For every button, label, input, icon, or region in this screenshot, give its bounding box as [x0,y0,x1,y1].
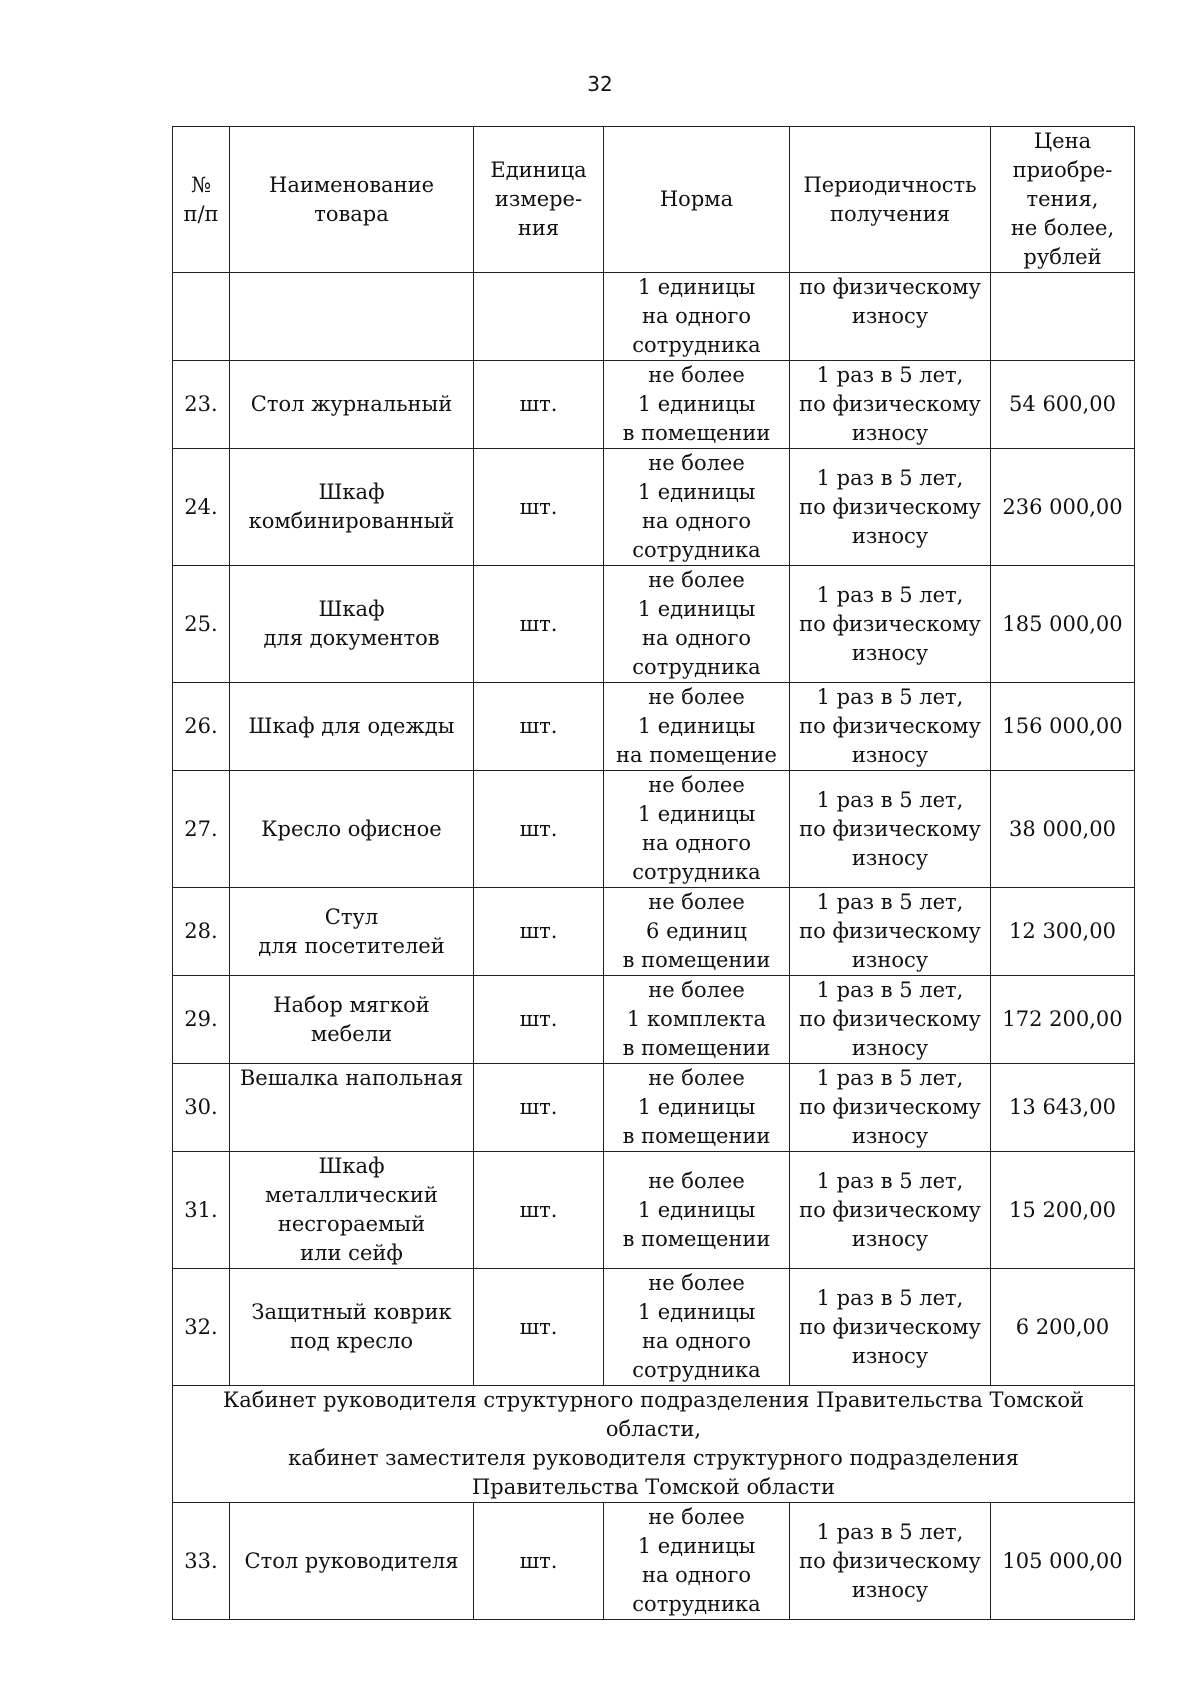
cell-norm: не более 1 единицы на одного сотрудника [604,449,790,566]
cell-name: Защитный коврик под кресло [230,1269,474,1386]
cell-unit: шт. [474,1152,604,1269]
cell-period: 1 раз в 5 лет, по физическому износу [790,771,991,888]
cell-period: 1 раз в 5 лет, по физическому износу [790,361,991,449]
cell-price: 105 000,00 [991,1503,1135,1620]
cell-norm: не более 1 единицы на одного сотрудника [604,1503,790,1620]
cell-price: 185 000,00 [991,566,1135,683]
cell-name: Кресло офисное [230,771,474,888]
table-row [173,361,1135,449]
cell-unit: шт. [474,1269,604,1386]
cell-name: Шкаф металлический несгораемый или сейф [230,1152,474,1269]
cell-num: 23. [173,361,230,449]
cell-norm: не более 1 комплекта в помещении [604,976,790,1064]
cell-period: 1 раз в 5 лет, по физическому износу [790,566,991,683]
header-name: Наименование товара [230,127,474,273]
cell-num [173,273,230,361]
cell-num: 29. [173,976,230,1064]
cell-num: 28. [173,888,230,976]
section-title: Кабинет руководителя структурного подразделения Правительства Томской области, кабинет заместителя руководителя структурного подразделения Правительства Томской области [173,1386,1135,1503]
cell-norm: 1 единицы на одного сотрудника [604,273,790,361]
cell-name: Вешалка напольная [230,1064,474,1152]
cell-name: Стул для посетителей [230,888,474,976]
cell-name [230,273,474,361]
cell-norm: не более 1 единицы на одного сотрудника [604,771,790,888]
header-price: Цена приобре- тения, не более, рублей [991,127,1135,273]
cell-period: 1 раз в 5 лет, по физическому износу [790,449,991,566]
cell-unit: шт. [474,361,604,449]
cell-price: 12 300,00 [991,888,1135,976]
table-row [173,449,1135,566]
table-row [173,771,1135,888]
cell-price: 236 000,00 [991,449,1135,566]
cell-num: 30. [173,1064,230,1152]
furniture-norms-table [172,126,1135,1620]
header-num: № п/п [173,127,230,273]
table-row [173,1152,1135,1269]
cell-period: 1 раз в 5 лет, по физическому износу [790,1269,991,1386]
cell-period: 1 раз в 5 лет, по физическому износу [790,1064,991,1152]
cell-norm: не более 1 единицы в помещении [604,1152,790,1269]
cell-unit: шт. [474,1064,604,1152]
cell-unit: шт. [474,976,604,1064]
cell-unit: шт. [474,566,604,683]
header-norm: Норма [604,127,790,273]
page-number: 32 [587,72,613,96]
cell-name: Шкаф комбинированный [230,449,474,566]
header-unit: Единица измере- ния [474,127,604,273]
cell-num: 25. [173,566,230,683]
cell-unit: шт. [474,771,604,888]
cell-name: Шкаф для одежды [230,683,474,771]
cell-norm: не более 1 единицы в помещении [604,1064,790,1152]
cell-norm: не более 1 единицы на одного сотрудника [604,566,790,683]
table-row [173,566,1135,683]
cell-period: по физическому износу [790,273,991,361]
cell-name: Стол журнальный [230,361,474,449]
section-header-row [173,1386,1135,1503]
header-period: Периодичность получения [790,127,991,273]
cell-norm: не более 6 единиц в помещении [604,888,790,976]
table-row [173,1503,1135,1620]
cell-unit: шт. [474,888,604,976]
cell-period: 1 раз в 5 лет, по физическому износу [790,1503,991,1620]
cell-norm: не более 1 единицы на помещение [604,683,790,771]
cell-price: 15 200,00 [991,1152,1135,1269]
cell-unit [474,273,604,361]
cell-num: 27. [173,771,230,888]
table-row [173,888,1135,976]
cell-name: Стол руководителя [230,1503,474,1620]
table-row [173,1269,1135,1386]
cell-norm: не более 1 единицы в помещении [604,361,790,449]
cell-price [991,273,1135,361]
cell-num: 33. [173,1503,230,1620]
table-header-row [173,127,1135,273]
cell-norm: не более 1 единицы на одного сотрудника [604,1269,790,1386]
cell-period: 1 раз в 5 лет, по физическому износу [790,683,991,771]
cell-price: 156 000,00 [991,683,1135,771]
cell-price: 38 000,00 [991,771,1135,888]
cell-period: 1 раз в 5 лет, по физическому износу [790,976,991,1064]
cell-num: 24. [173,449,230,566]
cell-unit: шт. [474,449,604,566]
table-row [173,1064,1135,1152]
table-row [173,976,1135,1064]
cell-num: 32. [173,1269,230,1386]
table-row-continuation [173,273,1135,361]
cell-num: 31. [173,1152,230,1269]
cell-unit: шт. [474,683,604,771]
cell-num: 26. [173,683,230,771]
cell-price: 54 600,00 [991,361,1135,449]
table-row [173,683,1135,771]
cell-name: Набор мягкой мебели [230,976,474,1064]
cell-price: 6 200,00 [991,1269,1135,1386]
cell-price: 13 643,00 [991,1064,1135,1152]
cell-period: 1 раз в 5 лет, по физическому износу [790,888,991,976]
cell-name: Шкаф для документов [230,566,474,683]
cell-price: 172 200,00 [991,976,1135,1064]
cell-unit: шт. [474,1503,604,1620]
cell-period: 1 раз в 5 лет, по физическому износу [790,1152,991,1269]
